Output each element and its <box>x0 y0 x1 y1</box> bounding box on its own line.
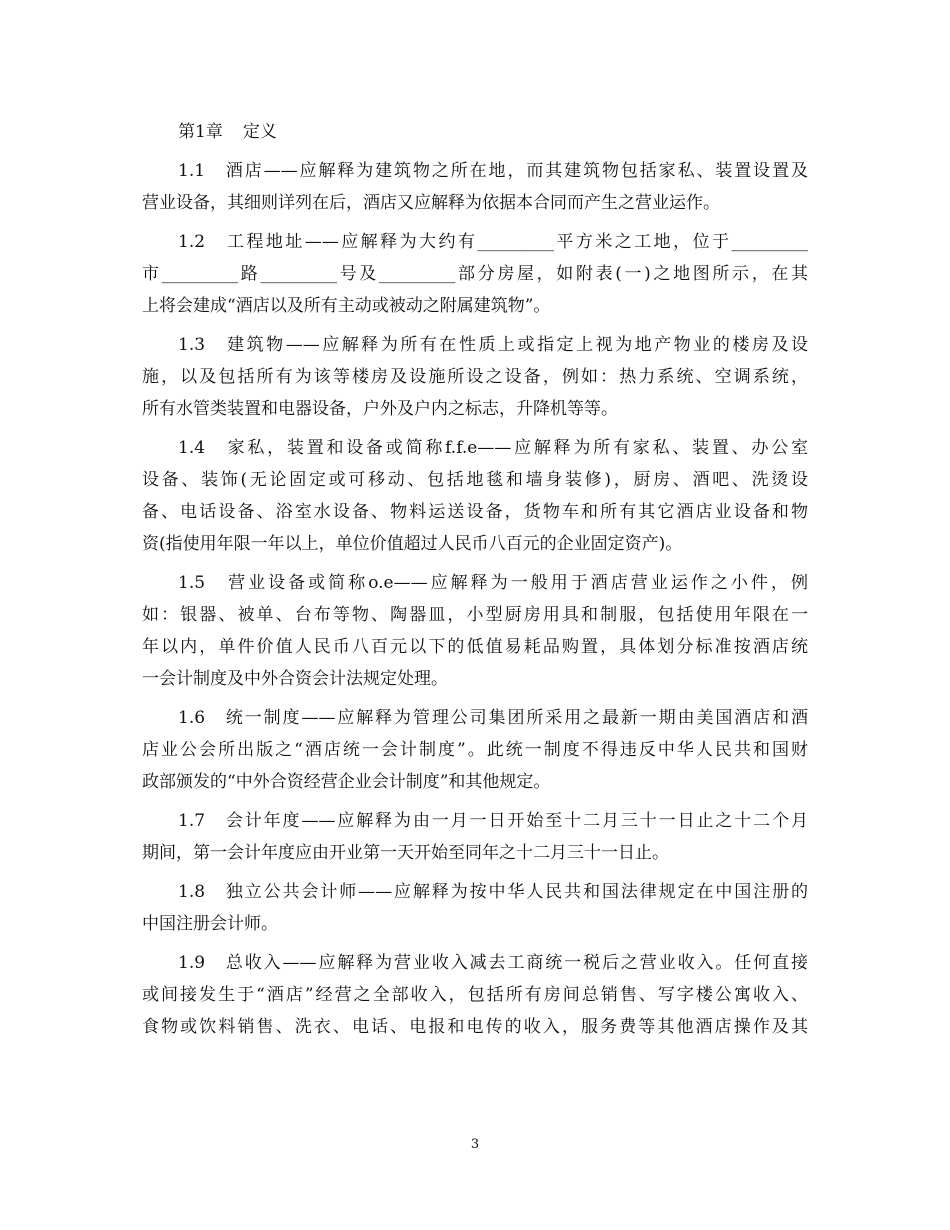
paragraph-line: 施，以及包括所有为该等楼房及设施所设之设备，例如：热力系统、空调系统， <box>142 367 808 387</box>
paragraph-1-2 <box>142 226 808 322</box>
paragraph-line: 年以内，单件价值人民币八百元以下的低值易耗品购置，具体划分标准按酒店统 <box>142 637 808 657</box>
paragraph-line: 1.2 工程地址——应解释为大约有_________平方米之工地，位于_________ <box>178 232 808 252</box>
chapter-number: 第1章 <box>178 122 223 142</box>
paragraph-line: 1.4 家私，装置和设备或简称f.f.e——应解释为所有家私、装置、办公室 <box>178 438 808 458</box>
paragraph-line: 所有水管类装置和电器设备，户外及户内之标志，升降机等等。 <box>142 399 618 419</box>
paragraph-line: 政部颁发的“中外合资经营企业会计制度”和其他规定。 <box>142 772 551 792</box>
paragraph-line: 1.8 独立公共会计师——应解释为按中华人民共和国法律规定在中国注册的 <box>178 882 808 902</box>
paragraph-line: 食物或饮料销售、洗衣、电话、电报和电传的收入，服务费等其他酒店操作及其 <box>142 1017 808 1037</box>
paragraph-line: 营业设备，其细则详列在后，酒店又应解释为依据本合同而产生之营业运作。 <box>142 193 720 213</box>
paragraph-line: 资(指使用年限一年以上，单位价值超过人民币八百元的企业固定资产)。 <box>142 534 683 554</box>
chapter-heading <box>142 116 808 148</box>
paragraph-line: 1.3 建筑物——应解释为所有在性质上或指定上视为地产物业的楼房及设 <box>178 335 808 355</box>
paragraph-line: 市_________路_________号及_________部分房屋，如附表(一)之地图所示，在其 <box>142 264 808 284</box>
paragraph-line: 期间，第一会计年度应由开业第一天开始至同年之十二月三十一日止。 <box>142 843 669 863</box>
chapter-title: 定义 <box>242 122 277 142</box>
paragraph-1-1 <box>142 155 808 219</box>
paragraph-1-5 <box>142 567 808 695</box>
paragraph-line: 设备、装饰(无论固定或可移动、包括地毯和墙身装修)，厨房、酒吧、洗烫设 <box>142 470 808 490</box>
paragraph-1-8 <box>142 876 808 940</box>
paragraph-line: 店业公会所出版之“酒店统一会计制度”。此统一制度不得违反中华人民共和国财 <box>142 740 808 760</box>
paragraph-line: 1.7 会计年度——应解释为由一月一日开始至十二月三十一日止之十二个月 <box>178 811 808 831</box>
paragraph-line: 如：银器、被单、台布等物、陶器皿，小型厨房用具和制服，包括使用年限在一 <box>142 605 808 625</box>
paragraph-line: 1.6 统一制度——应解释为管理公司集团所采用之最新一期由美国酒店和酒 <box>178 708 808 728</box>
document-body <box>142 116 808 1050</box>
paragraph-1-3 <box>142 329 808 425</box>
paragraph-1-7 <box>142 805 808 869</box>
paragraph-line: 1.5 营业设备或简称o.e——应解释为一般用于酒店营业运作之小件，例 <box>178 573 808 593</box>
paragraph-line: 1.1 酒店——应解释为建筑物之所在地，而其建筑物包括家私、装置设置及 <box>178 161 808 181</box>
paragraph-line: 中国注册会计师。 <box>142 914 278 934</box>
paragraph-1-9 <box>142 947 808 1043</box>
paragraph-1-4 <box>142 432 808 560</box>
paragraph-1-6 <box>142 702 808 798</box>
paragraph-line: 备、电话设备、浴室水设备、物料运送设备，货物车和所有其它酒店业设备和物 <box>142 502 808 522</box>
paragraph-line: 1.9 总收入——应解释为营业收入减去工商统一税后之营业收入。任何直接 <box>178 953 808 973</box>
paragraph-line: 一会计制度及中外合资会计法规定处理。 <box>142 669 448 689</box>
paragraph-line: 上将会建成“酒店以及所有主动或被动之附属建筑物”。 <box>142 296 551 316</box>
paragraph-line: 或间接发生于“酒店”经营之全部收入，包括所有房间总销售、写字楼公寓收入、 <box>142 985 808 1005</box>
page-number: 3 <box>470 1137 480 1152</box>
